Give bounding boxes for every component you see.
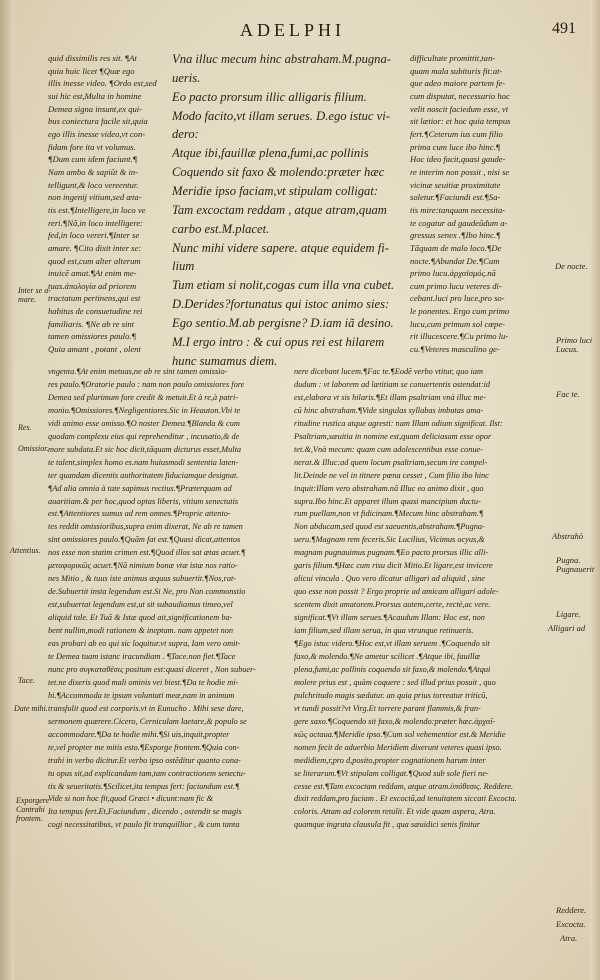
- commentary-line: cebant.luci pro luce,pro so-: [410, 293, 505, 304]
- verse-line: Tam excoctam reddam , atque atram,quam: [172, 202, 387, 217]
- commentary-line: ter quandam dicentis authoritatem fiduciamque designat.: [48, 470, 239, 480]
- margin-note-primo-lucu: Primo luci Lucus.: [556, 335, 593, 354]
- commentary-line: Vide si non hoc fit,quod Græci • dicunt:nam fic &: [48, 794, 213, 804]
- commentary-line: quamque ingrata clausula fit , qua sæuidici senis finitur: [294, 820, 480, 830]
- verse-line: M.I ergo intro : & cui opus rei est hilarem: [172, 334, 385, 349]
- commentary-line: vngenta.¶At enim metuas,ne ab re sint tamen omissio-: [48, 367, 228, 376]
- commentary-line: sui hic est,Multa in homine: [48, 90, 142, 101]
- margin-note-exporgere-frontem: Exporgere Contrahi frontem.: [16, 796, 50, 823]
- commentary-line: tes reddit omissioribus,supra enim dixerat, Ne ab re tamen: [48, 522, 243, 532]
- commentary-line: dixit reddam,pro faciam . Et excoctã,ad tenuitatem siccati Excocta.: [294, 794, 517, 804]
- commentary-line: ueru.¶Magnam rem feceris.Sic Lucilius, Vicimus ocyus,&: [294, 535, 485, 545]
- commentary-line: re interim non possit , nisi se: [410, 166, 510, 177]
- commentary-line: te Demea tuam istanc iracundiam . ¶Tace.non fiet.¶Tace: [48, 651, 236, 661]
- margin-note-pugna: Pugna. Pugnauerit: [556, 555, 595, 574]
- commentary-line: lucu,cum primum sol cœpe-: [410, 318, 505, 329]
- commentary-line: sermonem quærere.Cicero, Cerniculam laetare,& populo se: [48, 716, 247, 726]
- commentary-line: tuas.ἀπολογία ad priorem: [48, 280, 137, 291]
- commentary-line: magnam pugnauimus pugnam.¶Eo pacto prorsus illic alli-: [294, 548, 489, 558]
- commentary-line: soletur.¶Faciundi est.¶Sa-: [410, 192, 501, 203]
- margin-note-reddere: Reddere.: [556, 905, 587, 915]
- commentary-line: fed,in loco vereri.¶Inter se: [48, 230, 140, 241]
- page-edge-shadow: [590, 0, 600, 980]
- commentary-line: Nam ambo & sapiũt & in-: [48, 166, 138, 177]
- commentary-line: hi.¶Accommoda te ipsum voluntati meæ,nam in animum: [48, 690, 235, 700]
- margin-note-date-mihi: Date mihi.: [14, 704, 48, 713]
- left-commentary-column: [48, 52, 170, 356]
- verse-line: D.Derides?fortunatus qui istoc animo sies:: [172, 297, 390, 312]
- commentary-line: gere saxo.¶Coquendo sit faxo,& molendo:præter hæc.ἀρχαῖ-: [294, 716, 496, 726]
- commentary-line: Ita tempus fert.Et,Faciundum , dicendo , ostendit se magis: [48, 807, 242, 817]
- commentary-line: bus coniectura facile sit,quia: [48, 116, 148, 127]
- commentary-line: sint omissiores paulo.¶Quãm fat est.¶Quasi dicat,attentos: [48, 535, 241, 545]
- commentary-line: amare. ¶Cito dixit inter se:: [48, 242, 142, 253]
- verse-line: Nunc mihi videre sapere. atque equidem fi-: [172, 240, 389, 255]
- commentary-line: ritudine rustica atque agresti: nam Illam odium significat. Ilst:: [294, 418, 503, 428]
- commentary-line: quia huic licet ¶Quæ ego: [48, 65, 135, 76]
- commentary-line: monio.¶Omissiores.¶Negligentiores.Sic in Heauton.Vbi te: [48, 405, 241, 415]
- commentary-line: accommodare.¶Da te hodie mihi.¶Si uis,inquit,propter: [48, 729, 230, 739]
- commentary-line: quam mala subituris fit:at-: [410, 65, 503, 76]
- commentary-line: alicui vincula . Quo vero dicatur alligari ad aliquid , sine: [294, 574, 485, 584]
- commentary-line: Tãquam de malo loco.¶De: [410, 242, 502, 253]
- commentary-line: te talent,simplex homo es.nam huiusmodi sententia laten-: [48, 457, 239, 467]
- commentary-line: nes Mitio , & tuus iste animus æquus subuertit.¶Nos,rat-: [48, 574, 237, 584]
- commentary-line: illis inesse video. ¶Ordo est,sed: [48, 78, 157, 89]
- commentary-line: inquit:Illam vero abstraham.nã Illuc eo animo dixit , quo: [294, 483, 484, 493]
- commentary-line: fidam fore ita vt volumus.: [48, 141, 136, 152]
- page-gutter-shadow: [0, 0, 14, 980]
- commentary-line: tractatum pertinens,qui est: [48, 293, 141, 304]
- commentary-line: ego illis inesse video,vt con-: [48, 128, 146, 139]
- commentary-line: Non abducam,sed quod est saeuentis,abstraham.¶Pugna-: [294, 522, 485, 532]
- commentary-line: faxo,& molendo.¶Ne ametur scilicet .¶Atque ibi, fauillæ: [294, 651, 481, 661]
- verse-line: Modo facito,vt illam serues. D.ego istuc vi-: [172, 108, 390, 123]
- lower-commentary-left-block: [48, 366, 286, 832]
- commentary-line: auaritiam.& per hoc,quod optas liberis, vitium senectutis: [48, 496, 239, 506]
- commentary-line: tis & seueritatis.¶Scilicet,ita tempus fert: faciundum est.¶: [48, 781, 240, 791]
- commentary-line: tet.ne dixeris quod mali ominis vei biest.¶Da te hodie mi-: [48, 677, 239, 687]
- margin-note-atra: Atra.: [560, 933, 578, 943]
- commentary-line: nere dicebant lucem.¶Fac te.¶Eodẽ verbo vtitur, quo iam: [294, 367, 484, 376]
- margin-note-inter-se-amare: Inter se a- mare.: [18, 286, 51, 304]
- commentary-line: eas probari ab eo qui sic loquitur.vt supra, Iam vero omit-: [48, 639, 241, 649]
- commentary-line: est,elabora vt sis hilaris.¶Et illam psaltriam vnà illuc me-: [294, 392, 486, 402]
- commentary-line: primo lucu.ἀρχαϊσμός.nã: [410, 268, 496, 279]
- commentary-line: quod est,cum alter alterum: [48, 255, 141, 266]
- right-commentary-column: [410, 52, 552, 356]
- commentary-line: telligunt,& loco vereentur.: [48, 179, 139, 190]
- commentary-line: Demea signa insunt,ex qui-: [48, 103, 143, 114]
- commentary-line: habitus de consuetudine rei: [48, 306, 143, 317]
- commentary-line: quid dissimilis res sit. ¶At: [48, 53, 137, 63]
- commentary-line: molere prius est , quàm coquere : sed illud prius posuit , quo: [294, 677, 496, 687]
- commentary-line: rit illucescere.¶Cu primo lu-: [410, 331, 509, 342]
- margin-note-abstraho: Abstrahò: [552, 531, 584, 541]
- verse-line: Atque ibi,fauillæ plena,fumi,ac pollinis: [172, 146, 369, 161]
- commentary-line: tu opus sit,ad explicandam tam,tam contractionem senectu-: [48, 768, 246, 778]
- commentary-line: Psaltriam,sæuitia in nomine est,quam deliciasam esse opor: [294, 431, 492, 441]
- commentary-line: de.Subuertit insta legendum est.Si Ne, pro Non commonstio: [48, 587, 246, 597]
- commentary-line: cesse est.¶Tam excoctam reddam, atque atram.ὑπόθεσις. Reddere.: [294, 781, 514, 791]
- verse-line: ueris.: [172, 70, 201, 85]
- margin-note-de-nocte: De nocte.: [555, 261, 588, 271]
- margin-note-ligare: Ligare.: [556, 609, 581, 619]
- commentary-line: que adeo maiore partem fe-: [410, 78, 506, 89]
- commentary-line: ¶Ego istuc videro.¶Hoc est,vt illam seruem .¶Coquendo sit: [294, 639, 490, 649]
- commentary-line: vidi animo esse omisso.¶O noster Demea.¶Blanda & cum: [48, 418, 240, 428]
- commentary-line: Demea sed plurimum fore credit & metuit.Et à re,à patri-: [48, 392, 239, 402]
- commentary-line: scentem dixit amatorem.Prorsus autem,certe, rectè,ac vere.: [294, 600, 491, 610]
- commentary-line: Hoc ideo facit,quasi gaude-: [410, 154, 506, 165]
- commentary-line: sit lætior: et hoc quia tempus: [410, 116, 511, 127]
- commentary-line: nunc pro συγκαταθέσις positum est:quasi diceret , Non subuer-: [48, 664, 256, 674]
- commentary-line: tis est.¶Intelligere,in loco ve: [48, 204, 146, 215]
- commentary-line: trahi in verbo dicitur.Et verbo ipso ostẽditur quanto cona-: [48, 755, 241, 765]
- verse-line: dero:: [172, 127, 199, 142]
- verse-line: Tum etiam si nolit,cogas cum illa vna cubet.: [172, 278, 395, 293]
- commentary-line: nomen fecit de aduerbio Meridiem dixerunt veteres quasi ipso.: [294, 742, 502, 752]
- commentary-line: tamen omissiores paulo.¶: [48, 331, 136, 342]
- verse-line: Eo pacto prorsum illic alligaris filium.: [172, 89, 367, 104]
- commentary-line: nocte.¶Abundat De.¶Cum: [410, 255, 500, 266]
- commentary-line: medidiem,r,pro d,posito,propter cognationem harum inter: [294, 755, 486, 765]
- commentary-line: ¶Dum cum idem faciunt.¶: [48, 154, 138, 165]
- commentary-line: difficultate promittit,tan-: [410, 53, 496, 63]
- lower-commentary-right-block: [294, 366, 556, 832]
- commentary-line: cogi necessitatibus, vt paulo fit tranquillior , & cum tanta: [48, 820, 240, 830]
- commentary-line: le ponentes. Ergo cum primo: [410, 306, 510, 317]
- verse-line: Meridie ipso faciam,vt stipulam colligat:: [172, 184, 379, 199]
- commentary-line: lit.Deinde ne vel in titnere pœna cesset , Cum filio ibo hinc: [294, 470, 489, 480]
- commentary-line: dudum : vt laborem ad lætitiam se conuertentis ostendat:id: [294, 379, 491, 389]
- page-number: 491: [552, 20, 576, 37]
- commentary-line: reri.¶Nã,in loco intelligere:: [48, 217, 144, 228]
- margin-note-tace: Tace.: [18, 676, 35, 685]
- verse-line: Vna illuc mecum hinc abstraham.M.pugna-: [172, 52, 391, 66]
- commentary-line: quodam complexu eius qui reprehenditur , incusatio,& de: [48, 431, 240, 441]
- margin-note-alligari: Alligari ad: [548, 623, 586, 633]
- commentary-line: se literarum.¶Vt stipulam colligat.¶Quod sub sole fieri ne-: [294, 768, 489, 778]
- commentary-line: te cogatur ad gaudeũdum a-: [410, 217, 508, 228]
- play-verse-column: [172, 50, 404, 371]
- commentary-line: μεταφορικῶς acuet.¶Nã nimium bonæ vtæ istæ nos ratio-: [48, 561, 238, 571]
- commentary-line: prima cum luce ibo hinc.¶: [410, 141, 501, 152]
- commentary-line: inuicẽ amat.¶At enim me-: [48, 268, 137, 279]
- margin-note-excocta: Excocta.: [556, 919, 586, 929]
- margin-note-omissior: Omissior.: [18, 444, 49, 453]
- commentary-line: aliquid tale. Et Tuã & Istæ quod ait,significationem ba-: [48, 613, 233, 623]
- commentary-line: est.¶Attentiores sumus ad rem omnes.¶Proprie attento-: [48, 509, 231, 519]
- commentary-line: ¶Ad alia omnia à tate sapimus rectius.¶Præterquam ad: [48, 483, 232, 493]
- commentary-line: more subdata.Et sic hoc dicit,tãquam dicturus esset,Multa: [48, 444, 242, 454]
- commentary-line: rum puellam,non vt fidicinam.¶Mecum hinc abstraham.¶: [294, 509, 484, 519]
- commentary-line: familiaris. ¶Ne ab re sint: [48, 318, 135, 329]
- commentary-line: cum primo lucu veteres di-: [410, 280, 502, 291]
- commentary-line: supra.Ibo hinc.Et apparet illum quasi mancipium ductu-: [294, 496, 481, 506]
- verse-line: hunc sumamus diem.: [172, 353, 278, 368]
- commentary-line: velit noscit faciedum esse, vt: [410, 103, 509, 114]
- commentary-line: est,subuertat legendum est,ut sit subaudiamus timeo,vel: [48, 600, 233, 610]
- commentary-line: transfulit quod est corporis.vt in Eunucho . Mihi sese dare,: [48, 703, 244, 713]
- verse-line: carbo est.M.placet.: [172, 221, 270, 236]
- commentary-line: nos esse non statim crimen est.¶Quod illos sat ætas acuet.¶: [48, 548, 246, 558]
- commentary-line: κῶς octaua.¶Meridie ipso.¶Cum sol vehementior est.& Meridie: [294, 729, 506, 739]
- commentary-line: nerat.& Illuc:ad quem locum psaltriam,secum ire compel-: [294, 457, 488, 467]
- commentary-line: tet.&,Vnà mecum: quam cum adolescentibus esse conue-: [294, 444, 483, 454]
- commentary-line: gressus senex .¶Ibo hinc.¶: [410, 230, 501, 241]
- commentary-line: garis filium.¶Hæc cum risu dicit Mitio.Et ligare,est invicere: [294, 561, 493, 571]
- verse-line: Coquendo sit faxo & molendo:præter hæc: [172, 165, 385, 180]
- commentary-line: quo esse non possit ? Ergo proprie ad amicam alligari adole-: [294, 587, 499, 597]
- page-header: [0, 0, 600, 44]
- verse-line: lium: [172, 259, 195, 274]
- commentary-line: iam filium,sed illam serua, in qua vtrunque retinueris.: [294, 626, 474, 636]
- commentary-line: significat.¶Vt illam serues.¶Acaudum Illam: Hoc est, non: [294, 613, 485, 623]
- commentary-line: fert.¶Ceterum ius cum filio: [410, 128, 503, 139]
- commentary-line: vt tundi possit?vt Virg.Et torrere parant flammis,& fran-: [294, 703, 481, 713]
- commentary-line: vicinæ seuitiæ proximitate: [410, 179, 501, 190]
- margin-note-fac-te: Fac te.: [556, 389, 580, 399]
- commentary-line: pulchritudo magis sædatur. an quia prius torreatur triticũ,: [294, 690, 488, 700]
- commentary-line: bent nullim,modi rationem & ineptam. nam appetet non: [48, 626, 234, 636]
- commentary-line: cu.¶Veteres masculino ge-: [410, 344, 500, 355]
- commentary-line: tis mire:tanquam necessita-: [410, 204, 506, 215]
- margin-note-res: Res.: [18, 423, 32, 432]
- running-title: ADELPHI: [240, 20, 345, 40]
- commentary-line: te,vel propter me mitis esto.¶Exporge frontem.¶Quia con-: [48, 742, 240, 752]
- commentary-line: cũ hinc abstraham.¶Vide singulas syllabas imbutas ama-: [294, 405, 484, 415]
- verse-line: Ego sentio.M.ab pergisne? D.iam iã desino.: [172, 316, 394, 331]
- commentary-line: non ingenij vitium,sed æta-: [48, 192, 142, 203]
- commentary-line: plena,fumi,ac pollinis coquendo sit faxo,& molendo.¶Atqui: [294, 664, 491, 674]
- commentary-line: res paulo.¶Oratorie paulo : nam non paulo omissiores fore: [48, 379, 245, 389]
- commentary-line: coloris. Attam ad colorem retulit. Et vide quam aspera, Atra.: [294, 807, 496, 817]
- margin-note-attentius: Attentius.: [10, 546, 41, 555]
- commentary-line: cum disputat, necessario hoc: [410, 90, 510, 101]
- commentary-line: Quia amant , potant , olent: [48, 344, 141, 355]
